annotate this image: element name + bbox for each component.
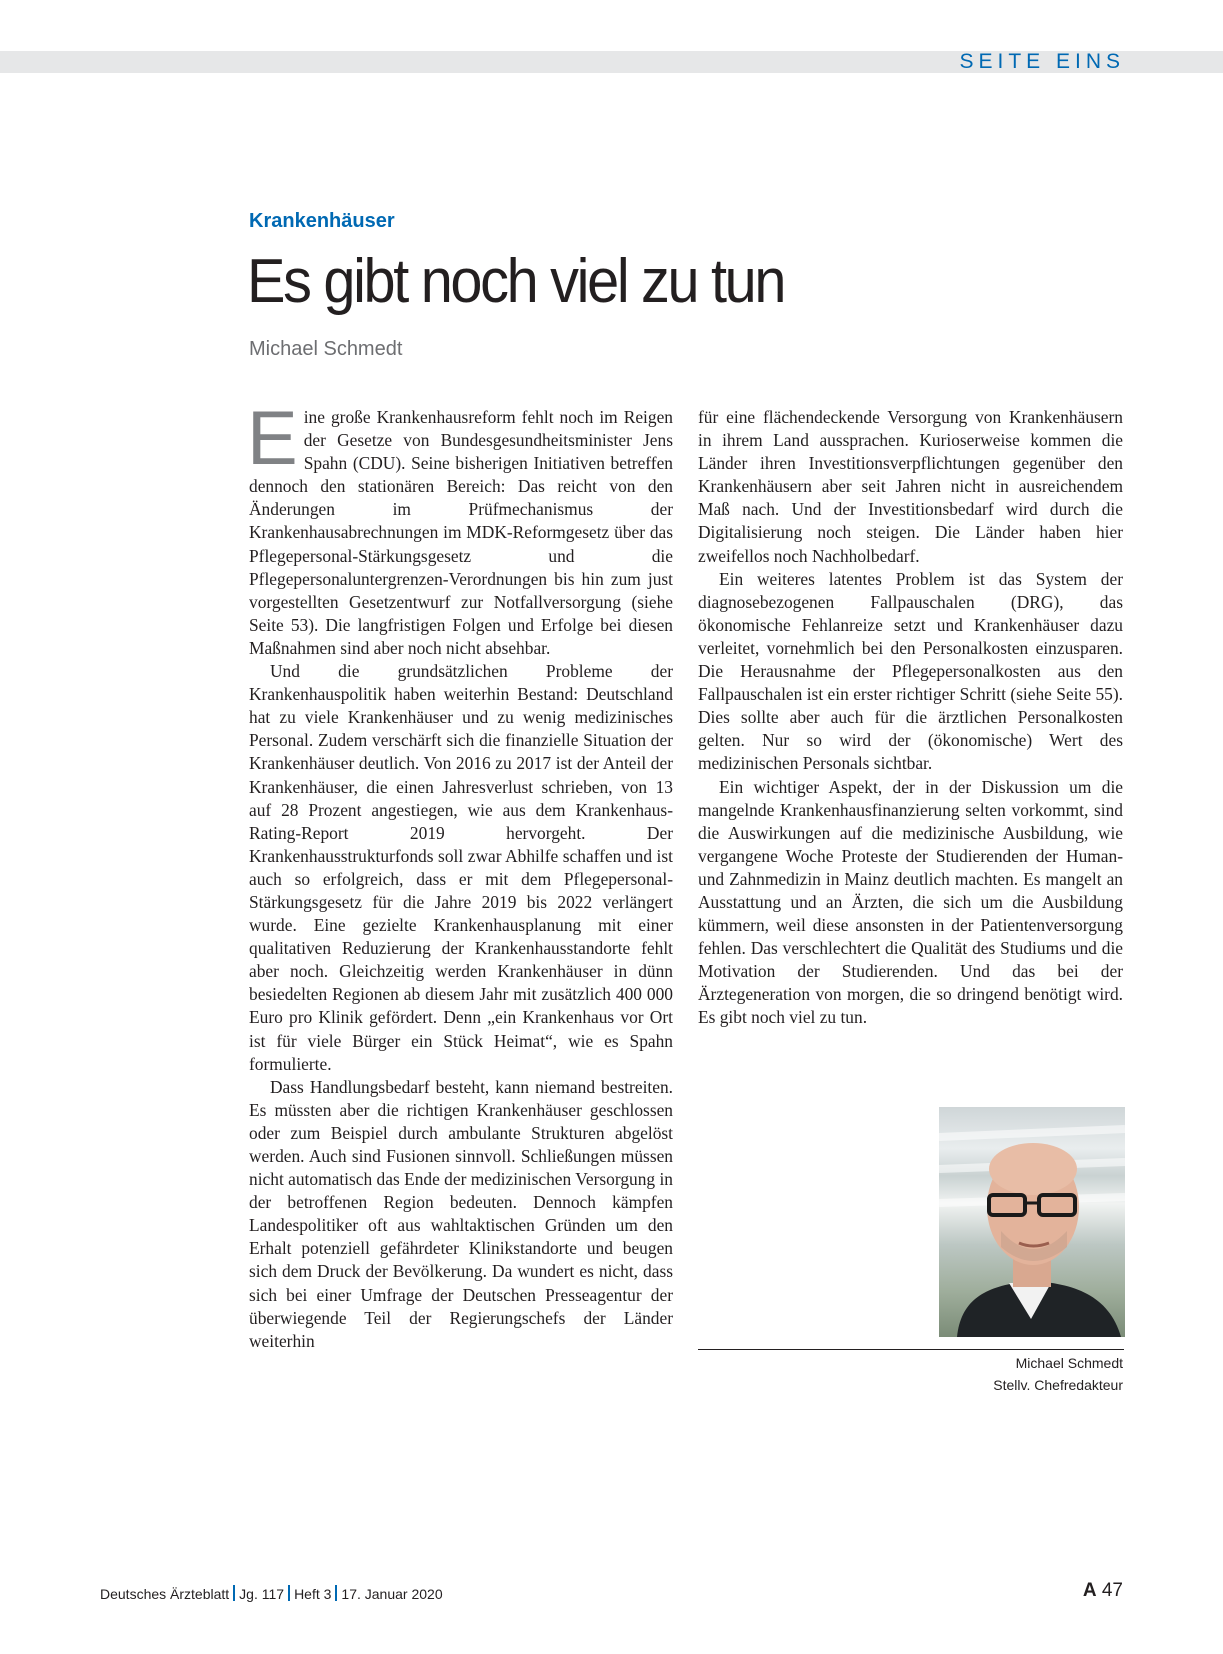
portrait-name: Michael Schmedt (1015, 1355, 1123, 1371)
author-portrait-photo (939, 1107, 1125, 1337)
paragraph: Dass Handlungsbedarf besteht, kann niemand bestreiten. Es müssten aber die richtigen Krankenhäuser geschlossen oder zum Beispiel durch ambulante Strukturen abgelöst werden. Auch sind Fusionen sinnvoll. Schließungen müssen nicht automatisch das Ende der medizinischen Versorgung in der betroffenen Region bedeuten. Dennoch kämpfen Landespolitiker oft aus wahltaktischen Gründen um den Erhalt potenziell gefährdeter Klinikstandorte und beugen sich dem Druck der Bevölkerung. Da wundert es nicht, dass sich bei einer Umfrage der Deutschen Presseagentur der überwiegende Teil der Regierungschefs der Länder weiterhin (249, 1076, 673, 1351)
paragraph-text: ine große Krankenhausreform fehlt noch im Reigen der Gesetze von Bundesgesundheitsminister Jens Spahn (CDU). Seine bisherigen Initiativen betreffen dennoch den stationären Bereich: Das reicht von den Änderungen im Prüfmechanismus der Krankenhausabrechnungen im MDK-Reformgesetz über das Pflegepersonal-Stärkungsgesetz und die Pflegepersonaluntergrenzen-Verordnungen bis hin zum just vorgestellten Gesetzentwurf zur Notfallversorgung (siehe Seite 53). Die langfristigen Folgen und Erfolge bei diesen Maßnahmen sind aber noch nicht absehbar. (249, 407, 673, 658)
page-prefix: A (1082, 1580, 1097, 1601)
caption-divider (698, 1349, 1124, 1350)
page-number (1083, 1580, 1123, 1602)
footer-issue: Heft 3 (294, 1586, 332, 1602)
paragraph: Und die grundsätzlichen Probleme der Krankenhauspolitik haben weiterhin Bestand: Deutschland hat zu viele Krankenhäuser und zu wenig medizinisches Personal. Zudem verschärft sich die finanzielle Situation der Krankenhäuser deutlich. Von 2016 zu 2017 ist der Anteil der Krankenhäuser, die einen Jahresverlust schrieben, von 13 auf 28 Prozent angestiegen, wie aus dem Krankenhaus-Rating-Report 2019 hervorgeht. Der Krankenhausstrukturfonds soll zwar Abhilfe schaffen und ist auch so erfolgreich, dass er mit dem Pflegepersonal-Stärkungsgesetz für die Jahre 2019 bis 2022 verlängert wurde. Eine gezielte Krankenhausplanung mit einer qualitativen Reduzierung der Krankenhausstandorte fehlt aber noch. Gleichzeitig werden Krankenhäuser in dünn besiedelten Regionen ab diesem Jahr mit zusätzlich 400 000 Euro pro Klinik gefördert. Denn „ein Krankenhaus vor Ort ist für viele Bürger ein Stück Heimat“, wie es Spahn formulierte. (249, 661, 673, 1074)
left-column (247, 396, 673, 1353)
paragraph (247, 396, 673, 660)
portrait-caption (993, 1352, 1123, 1396)
footer-date: 17. Januar 2020 (341, 1586, 443, 1602)
footer-separator (335, 1585, 337, 1601)
article-kicker: Krankenhäuser (249, 210, 395, 232)
footer-journal: Deutsches Ärzteblatt (100, 1586, 230, 1602)
footer-separator (233, 1585, 235, 1601)
article-author: Michael Schmedt (249, 338, 403, 360)
footer-citation (100, 1585, 443, 1602)
article-title: Es gibt noch viel zu tun (247, 247, 785, 316)
page-number-value: 47 (1101, 1580, 1123, 1601)
section-label: SEITE EINS (959, 50, 1125, 73)
drop-cap: E (247, 396, 298, 481)
right-column (698, 406, 1123, 1030)
paragraph: für eine flächendeckende Versorgung von Krankenhäusern in ihrem Land aussprachen. Kurioserweise kommen die Länder ihren Investitionsverpflichtungen gegenüber den Krankenhäusern aber seit Jahren nicht in ausreichendem Maß nach. Und der Investitionsbedarf wird durch die Digitalisierung noch steigen. Die Länder haben hier zweifellos noch Nachholbedarf. (698, 407, 1123, 566)
portrait-role: Stellv. Chefredakteur (993, 1377, 1123, 1393)
footer-separator (288, 1585, 290, 1601)
paragraph: Ein wichtiger Aspekt, der in der Diskussion um die mangelnde Krankenhausfinanzierung selten vorkommt, sind die Auswirkungen auf die medizinische Ausbildung, wie vergangene Woche Proteste der Studierenden der Human- und Zahnmedizin in Mainz deutlich machten. Es mangelt an Ausstattung und an Ärzten, die sich um die Ausbildung kümmern, weil diese ansonsten in der Patientenversorgung fehlen. Das verschlechtert die Qualität des Studiums und die Motivation der Studierenden. Und das bei der Ärztegeneration von morgen, die so dringend benötigt wird. Es gibt noch viel zu tun. (698, 776, 1123, 1028)
paragraph: Ein weiteres latentes Problem ist das System der diagnosebezogenen Fallpauschalen (DRG), das ökonomische Fehlanreize setzt und Krankenhäuser dazu verleitet, vornehmlich bei den Personalkosten einzusparen. Die Herausnahme der Pflegepersonalkosten aus den Fallpauschalen ist ein erster richtiger Schritt (siehe Seite 55). Dies sollte aber auch für die ärztlichen Personalkosten gelten. Nur so wird der (ökonomische) Wert des medizinischen Personals sichtbar. (698, 568, 1123, 774)
footer-volume: Jg. 117 (239, 1586, 285, 1602)
